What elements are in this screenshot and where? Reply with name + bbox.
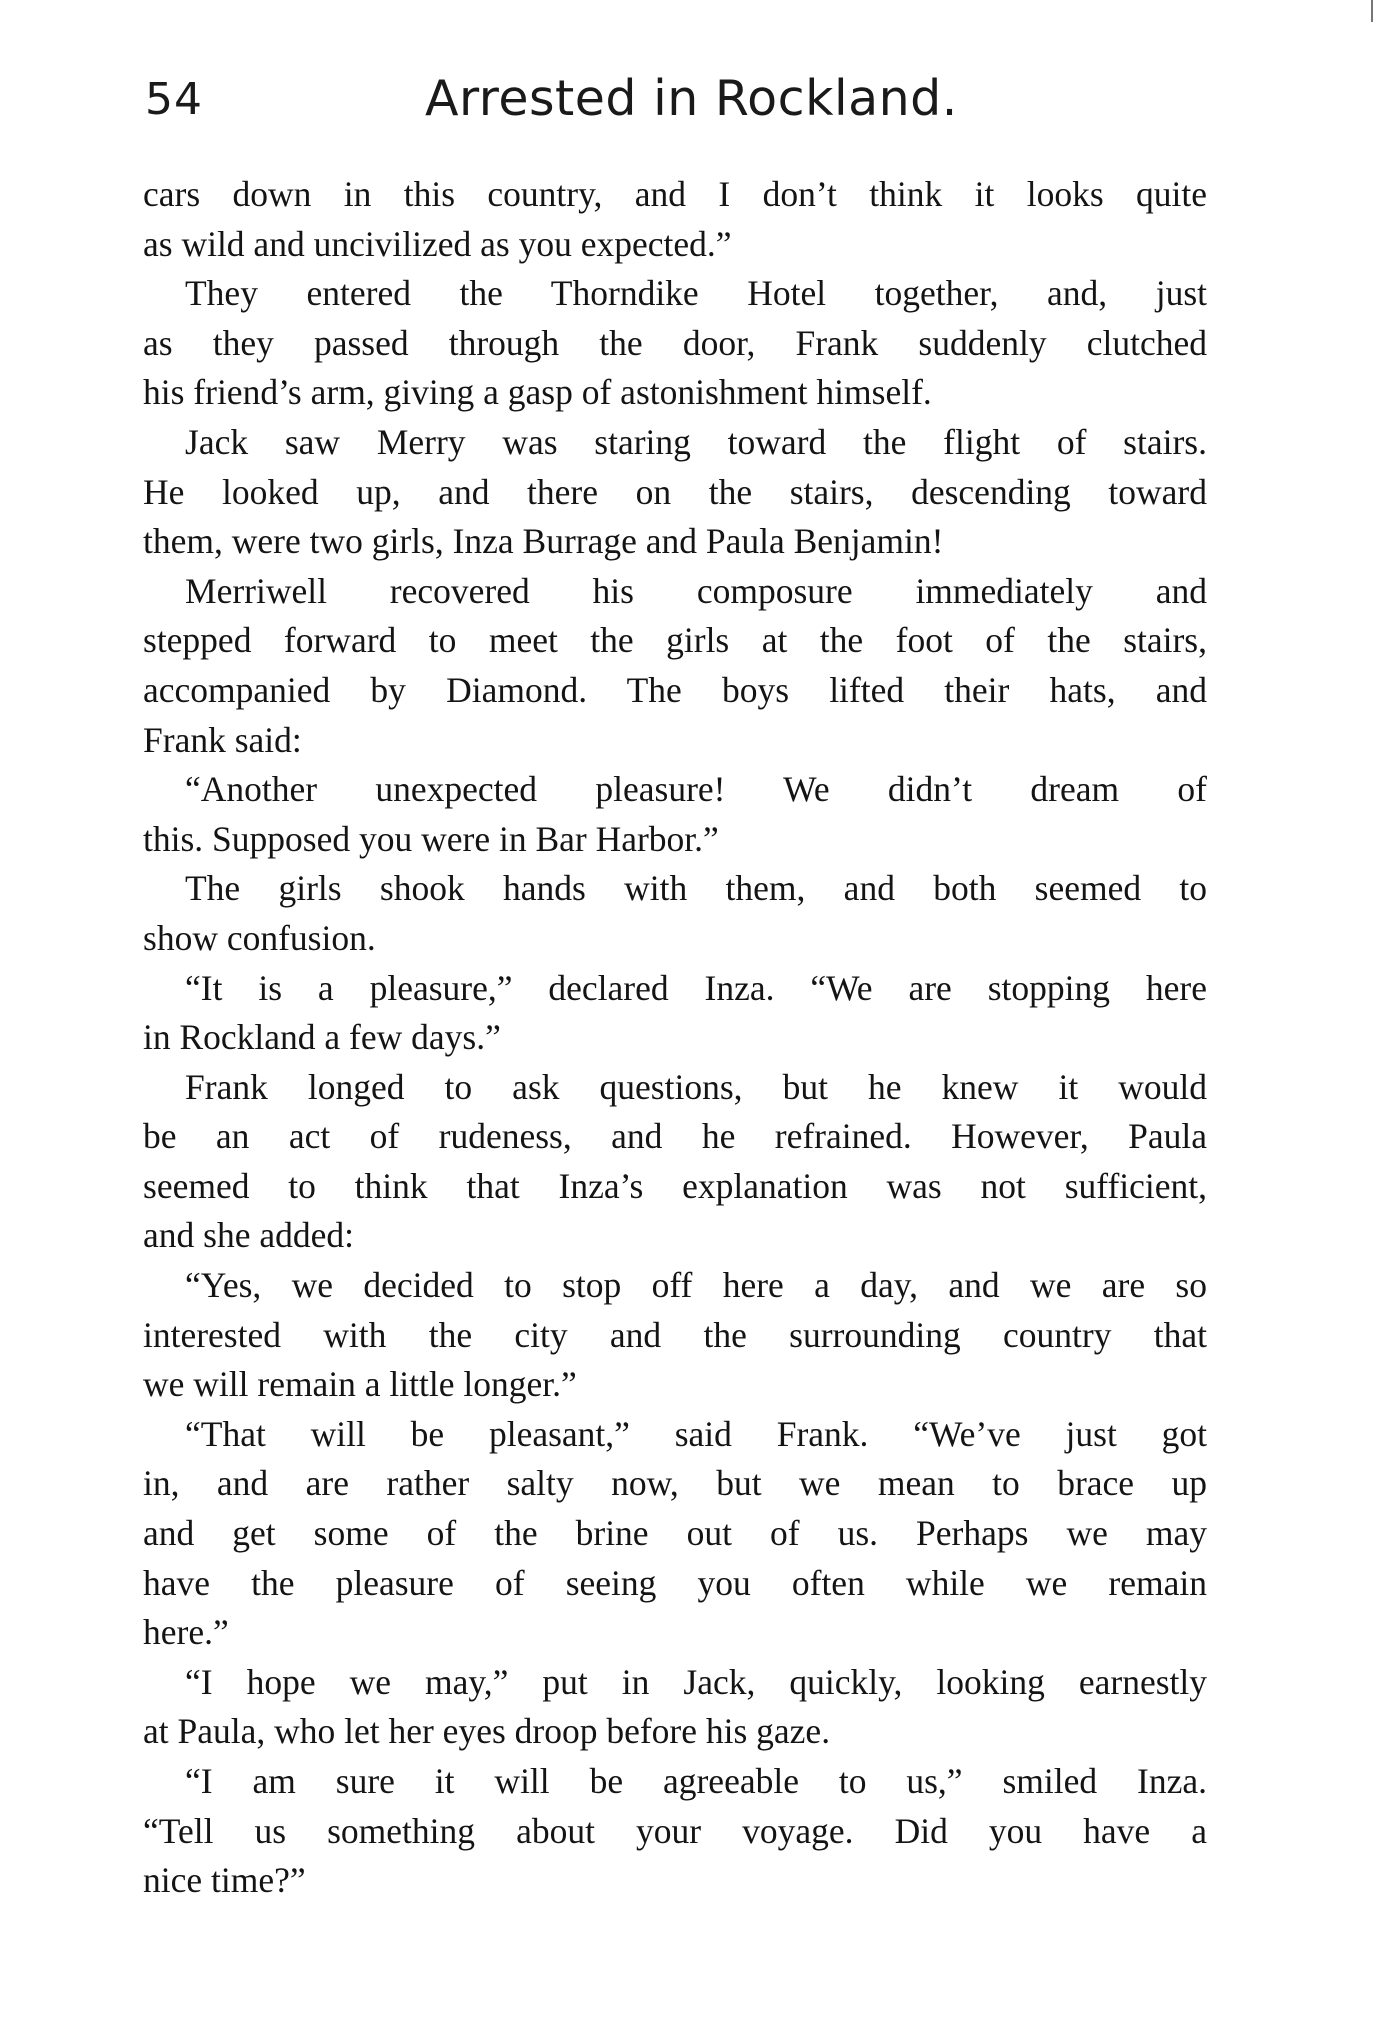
text-line: stepped forward to meet the girls at the foot of the stairs, bbox=[143, 620, 1207, 661]
text-line: be an act of rudeness, and he refrained. However, Paula bbox=[143, 1116, 1207, 1157]
text-line: accompanied by Diamond. The boys lifted their hats, and bbox=[143, 669, 1207, 710]
page-edge-mark bbox=[1371, 0, 1373, 22]
text-line: “That will be pleasant,” said Frank. “We’ve just got bbox=[185, 1413, 1207, 1454]
text-line: as wild and uncivilized as you expected.” bbox=[143, 223, 732, 264]
paragraph bbox=[143, 269, 1207, 418]
text-line: Frank said: bbox=[143, 719, 302, 760]
text-line: in Rockland a few days.” bbox=[143, 1017, 501, 1058]
paragraph bbox=[143, 567, 1207, 765]
text-line: in, and are rather salty now, but we mean to brace up bbox=[143, 1463, 1207, 1504]
text-line: “It is a pleasure,” declared Inza. “We are stopping here bbox=[185, 967, 1207, 1008]
text-line: seemed to think that Inza’s explanation was not sufficient, bbox=[143, 1165, 1207, 1206]
text-line: Jack saw Merry was staring toward the flight of stairs. bbox=[185, 421, 1207, 462]
paragraph bbox=[143, 1261, 1207, 1410]
text-line: show confusion. bbox=[143, 917, 376, 958]
text-line: The girls shook hands with them, and both seemed to bbox=[185, 868, 1207, 909]
body-text bbox=[143, 170, 1207, 1906]
text-line: his friend’s arm, giving a gasp of astonishment himself. bbox=[143, 372, 932, 413]
running-header bbox=[145, 70, 1205, 140]
text-line: we will remain a little longer.” bbox=[143, 1364, 577, 1405]
text-line: They entered the Thorndike Hotel together, and, just bbox=[185, 273, 1207, 314]
page-number: 54 bbox=[145, 74, 203, 125]
running-title: Arrested in Rockland. bbox=[425, 70, 958, 127]
text-line: them, were two girls, Inza Burrage and Paula Benjamin! bbox=[143, 521, 944, 562]
text-line: interested with the city and the surrounding country that bbox=[143, 1314, 1207, 1355]
text-line: “I hope we may,” put in Jack, quickly, looking earnestly bbox=[185, 1661, 1207, 1702]
text-line: “Another unexpected pleasure! We didn’t dream of bbox=[185, 769, 1207, 810]
paragraph bbox=[143, 1410, 1207, 1658]
text-line: Frank longed to ask questions, but he knew it would bbox=[185, 1066, 1207, 1107]
text-line: Merriwell recovered his composure immediately and bbox=[185, 570, 1207, 611]
paragraph bbox=[143, 418, 1207, 567]
paragraph bbox=[143, 765, 1207, 864]
text-line: here.” bbox=[143, 1612, 229, 1653]
paragraph bbox=[143, 964, 1207, 1063]
text-line: at Paula, who let her eyes droop before his gaze. bbox=[143, 1711, 831, 1752]
text-line: “Tell us something about your voyage. Did you have a bbox=[143, 1810, 1207, 1851]
text-line: as they passed through the door, Frank suddenly clutched bbox=[143, 322, 1207, 363]
text-line: “I am sure it will be agreeable to us,” smiled Inza. bbox=[185, 1761, 1207, 1801]
text-line: and she added: bbox=[143, 1215, 354, 1256]
paragraph bbox=[143, 1658, 1207, 1757]
text-line: “Yes, we decided to stop off here a day, and we are so bbox=[185, 1265, 1207, 1306]
paragraph bbox=[143, 864, 1207, 963]
text-line: nice time?” bbox=[143, 1860, 306, 1901]
text-line: this. Supposed you were in Bar Harbor.” bbox=[143, 818, 719, 859]
paragraph bbox=[143, 170, 1207, 269]
paragraph bbox=[143, 1063, 1207, 1261]
text-line: He looked up, and there on the stairs, descending toward bbox=[143, 471, 1207, 512]
paragraph bbox=[143, 1757, 1207, 1906]
text-line: have the pleasure of seeing you often while we remain bbox=[143, 1562, 1207, 1603]
text-line: and get some of the brine out of us. Perhaps we may bbox=[143, 1513, 1207, 1554]
text-line: cars down in this country, and I don’t think it looks quite bbox=[143, 174, 1207, 214]
